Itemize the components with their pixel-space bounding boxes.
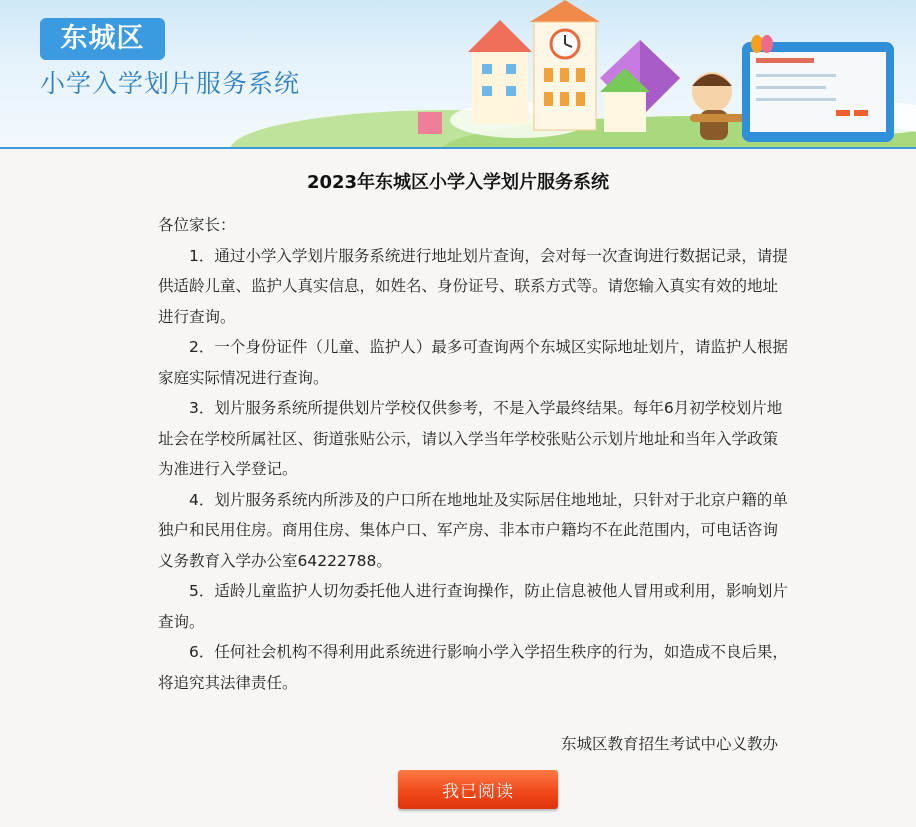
header-banner (0, 0, 916, 148)
notice-item: 6．任何社会机构不得利用此系统进行影响小学入学招生秩序的行为，如造成不良后果，将追究其法律责任。 (158, 643, 788, 692)
notice-item: 5．适龄儿童监护人切勿委托他人进行查询操作，防止信息被他人冒用或利用，影响划片查询。 (158, 582, 788, 631)
banner-divider (0, 147, 916, 149)
notice-item: 4．划片服务系统内所涉及的户口所在地地址及实际居住地地址，只针对于北京户籍的单独户和民用住房。商用住房、集体户口、军产房、非本市户籍均不在此范围内，可电话咨询义务教育入学办公室64222788。 (158, 490, 788, 570)
notice-item: 3．划片服务系统所提供划片学校仅供参考，不是入学最终结果。每年6月初学校划片地址会在学校所属社区、街道张贴公示，请以入学当年学校张贴公示划片地址和当年入学政策为准进行入学登记。 (158, 399, 783, 478)
notice-body (158, 210, 788, 698)
notice-greeting: 各位家长： (158, 216, 236, 234)
page-title: 2023年东城区小学入学划片服务系统 (306, 172, 610, 193)
notice-signature: 东城区教育招生考试中心义教办 (560, 735, 778, 753)
district-badge: 东城区 (40, 18, 165, 60)
i-have-read-button[interactable]: 我已阅读 (398, 770, 558, 809)
notice-item: 2．一个身份证件（儿童、监护人）最多可查询两个东城区实际地址划片，请监护人根据家庭实际情况进行查询。 (158, 338, 788, 387)
system-title: 小学入学划片服务系统 (40, 69, 301, 98)
notice-item: 1．通过小学入学划片服务系统进行地址划片查询，会对每一次查询进行数据记录，请提供适龄儿童、监护人真实信息，如姓名、身份证号、联系方式等。请您输入真实有效的地址进行查询。 (158, 246, 788, 326)
